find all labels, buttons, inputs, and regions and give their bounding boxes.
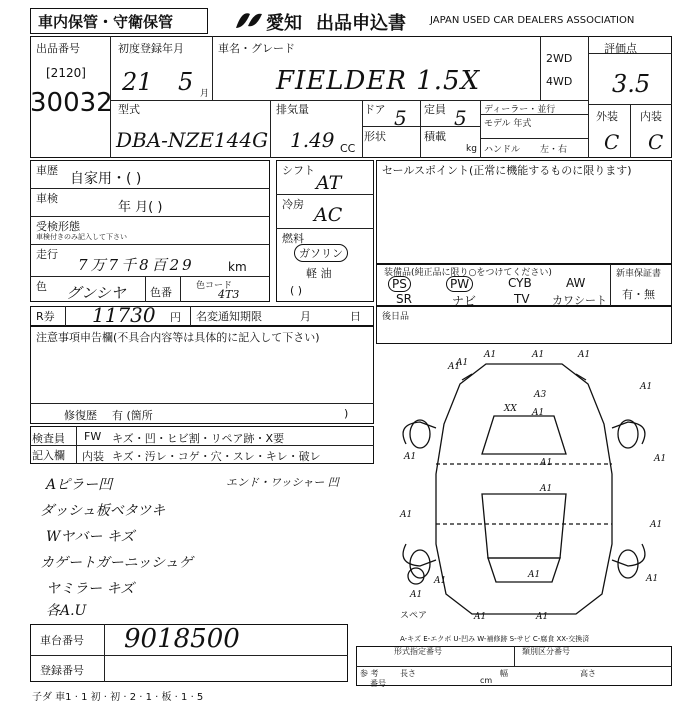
cc-unit: CC [340,142,356,155]
colorcode-value: 4T3 [218,288,240,301]
damage-mark: A1 [434,576,447,586]
drive-4wd: 4WD [546,75,573,88]
repair-value: 有 (箇所 [112,409,153,422]
transfer-month: 月 [300,310,311,323]
equipment-label: 装備品(純正品に限り○をつけてください) [384,268,552,278]
inspector-note-line: ヤミラー キズ [46,581,135,597]
mileage-label: 走行 [36,248,58,261]
transfer-label: 名変通知期限 [196,310,262,323]
fw-label: FW [84,430,102,443]
entry-label: 記入欄 [32,449,65,462]
storage-label: 車内保管・守衛保管 [38,13,174,31]
fuel-alt: 軽 油 [306,267,332,280]
reception-label: 受検形態 [36,220,80,233]
inspector-note-line: ダッシュ板ベタツキ [40,503,166,519]
notes-label: 注意事項申告欄(不具合内容等は具体的に記入して下さい) [36,331,320,344]
warranty-label: 新車保証書 [616,269,662,279]
footer-text: 子ダ 車1 · 1 初 · 初 · 2 · 1 · 板 · 1 · 5 [32,692,204,703]
damage-mark: A1 [448,362,461,372]
lot-label: 出品番号 [36,42,80,55]
length-label: 長さ [400,669,416,678]
km-unit: km [228,260,247,274]
damage-mark: A1 [578,350,591,360]
transfer-day: 日 [350,310,361,323]
interior-row-label: 内装 [82,450,104,463]
drive-2wd: 2WD [546,52,573,65]
equip-navi: ナビ [452,294,477,308]
spare-label: スペア [400,611,428,621]
handle-label: ハンドル [484,145,521,155]
rear-label: 後日品 [382,312,410,322]
chassis-label: 車台番号 [40,634,84,647]
load-label: 積載 [424,130,446,143]
reg-cert-label: 形式指定番号 [394,647,442,656]
model-label: 車名・グレード [218,42,295,55]
damage-mark: A1 [404,452,417,462]
reception-note: 車検付きのみ記入して下さい [36,233,127,241]
damage-mark: A1 [400,510,413,520]
repair-label: 修復歴 [64,409,97,422]
damage-mark: A1 [484,350,497,360]
interior-row: キズ・汚レ・コゲ・穴・スレ・キレ・破レ [112,450,321,463]
inspector-note-line: カゲートガーニッシュゲ [40,555,193,571]
damage-mark: A1 [640,382,653,392]
fw-row: キズ・凹・ヒビ割・リペア跡・X要 [112,432,285,445]
colorcode-label: 色コード [196,281,233,291]
warranty-value: 有・無 [622,288,655,301]
form-title: 出品申込書 [316,13,406,34]
num-label: 番号 [370,679,386,688]
model-year-label: モデル 年式 [484,119,532,129]
inspector-note-line: 各A.U [46,603,87,619]
fuel-label: 燃料 [282,232,304,245]
doors-value: 5 [394,106,407,130]
history-value: 自家用・( ) [70,171,142,187]
fuel-value: ガソリン [294,244,348,262]
grade-label: 評価点 [604,42,637,55]
sales-point-label: セールスポイント(正常に機能するものに限ります) [382,164,632,177]
inspector-note-line: Aピラー凹 [46,477,113,493]
lot-sub: [2120] [46,66,86,80]
fuel-blank: ( ) [290,284,303,297]
shift-label: シフト [282,164,315,177]
inspection-label: 車検 [36,192,58,205]
kg-unit: kg [466,144,477,154]
lot-number: 30032 [30,88,113,118]
equip-cyb: CYB [508,276,532,290]
damage-mark: A1 [540,458,553,468]
cm-unit-1: cm [480,676,493,685]
exterior-grade: C [604,130,620,154]
month-unit: 月 [200,89,210,99]
registration-label: 初度登録年月 [118,42,184,55]
damage-mark: A1 [540,484,553,494]
inspector-note-line: エンド・ワッシャー 凹 [226,476,339,489]
chassis-value: 9018500 [124,624,240,654]
damage-mark: A1 [528,570,541,580]
reg-label: 登録番号 [40,664,84,677]
damage-mark: A1 [474,612,487,622]
recycle-label: R券 [36,310,55,323]
damage-mark: A1 [410,590,423,600]
recycle-value: 11730 [92,303,156,327]
interior-label: 内装 [640,110,662,123]
dealer-label: ディーラー・並行 [484,105,556,115]
capacity-label: 定員 [424,103,446,116]
equip-seat: カワシート [552,294,607,307]
equip-ps: PS [388,276,411,292]
exterior-label: 外装 [596,110,618,123]
inspector-note-line: Wヤバー キズ [46,529,135,545]
equip-tv: TV [514,292,530,306]
damage-mark: A3 [534,390,547,400]
damage-mark: A1 [532,408,545,418]
shift-value: AT [316,172,342,194]
mileage-value: 7万7千8百29 [78,256,195,274]
damage-legend: A-キズ E-エクボ U-凹み W-補修跡 S-サビ C-腐食 XX-交換済 [400,635,590,643]
region-label: 愛知 [266,13,302,34]
damage-mark: A1 [654,454,667,464]
height-label: 高さ [580,669,596,678]
equip-aw: AW [566,276,586,290]
damage-mark: A1 [456,358,469,368]
inspection-value: 年 月( ) [118,200,163,215]
inspector-label: 検査員 [32,432,65,445]
damage-mark: A1 [650,520,663,530]
yen-unit: 円 [170,311,181,324]
class-label: 類別区分番号 [522,647,570,656]
damage-mark: A1 [646,574,659,584]
ac-label: 冷房 [282,198,304,211]
doors-label: ドア [364,103,386,116]
model-value: FIELDER 1.5X [276,66,481,96]
equip-sr: SR [396,292,412,306]
width-label: 幅 [500,669,508,678]
handle-options: 左・右 [540,145,568,155]
grade-value: 3.5 [612,70,651,98]
colorno-label: 色番 [150,286,172,299]
displacement-label: 排気量 [276,103,309,116]
damage-mark: A1 [532,350,545,360]
color-value: グンシヤ [66,284,126,302]
registration-year: 21 [122,68,153,96]
color-label: 色 [36,280,47,293]
damage-mark: A1 [536,612,549,622]
displacement-value: 1.49 [290,128,335,152]
shape-label: 形状 [364,130,386,143]
ju-logo [232,8,266,32]
type-value: DBA-NZE144G [116,128,269,152]
ref-label: 参 考 [360,669,379,678]
equip-pw: PW [446,276,473,292]
damage-mark: XX [504,404,517,414]
history-label: 車歴 [36,164,58,177]
interior-grade: C [648,130,664,154]
registration-month: 5 [178,68,194,96]
rear-box [376,306,672,344]
association-label: JAPAN USED CAR DEALERS ASSOCIATION [430,15,635,26]
capacity-value: 5 [454,106,467,130]
type-label: 型式 [118,103,140,116]
ac-value: AC [314,204,343,226]
repair-close: ) [344,407,349,420]
